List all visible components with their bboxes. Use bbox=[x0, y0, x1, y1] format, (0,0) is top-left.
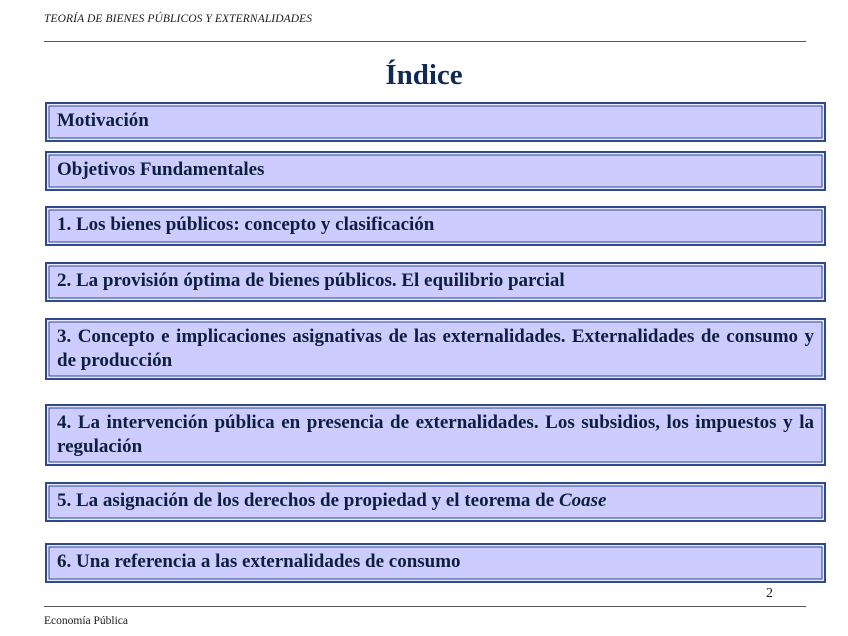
document-footer-title: Economía Pública bbox=[44, 615, 128, 627]
toc-item-section-1 bbox=[45, 206, 826, 246]
toc-item-label: Objetivos Fundamentales bbox=[57, 159, 265, 180]
toc-item-label: 3. Concepto e implicaciones asignativas de las externalidades. Externalidades de consumo y de producción bbox=[57, 326, 814, 371]
document-header-title: TEORÍA DE BIENES PÚBLICOS Y EXTERNALIDADES bbox=[44, 13, 313, 25]
toc-item-section-3 bbox=[45, 318, 826, 380]
toc-item-label: 4. La intervención pública en presencia de externalidades. Los subsidios, los impuestos y la regulación bbox=[57, 412, 814, 457]
toc-item-label-text: 5. La asignación de los derechos de propiedad y el teorema de bbox=[57, 490, 559, 511]
toc-item-label bbox=[57, 490, 606, 511]
header-divider bbox=[44, 41, 806, 42]
toc-item-section-4 bbox=[45, 404, 826, 466]
page-title: Índice bbox=[385, 59, 463, 91]
toc-item-label: Motivación bbox=[57, 110, 149, 131]
page-number: 2 bbox=[766, 586, 773, 601]
toc-item-label-emphasis: Coase bbox=[558, 490, 607, 511]
toc-item-motivacion bbox=[45, 102, 826, 142]
footer-divider bbox=[44, 606, 806, 607]
toc-item-label: 2. La provisión óptima de bienes públicos. El equilibrio parcial bbox=[57, 270, 565, 291]
toc-item-section-5 bbox=[45, 482, 826, 522]
toc-item-section-6 bbox=[45, 543, 826, 583]
toc-item-label: 1. Los bienes públicos: concepto y clasificación bbox=[57, 214, 435, 235]
toc-item-section-2 bbox=[45, 262, 826, 302]
toc-item-label: 6. Una referencia a las externalidades de consumo bbox=[57, 551, 461, 572]
toc-item-objetivos bbox=[45, 151, 826, 191]
